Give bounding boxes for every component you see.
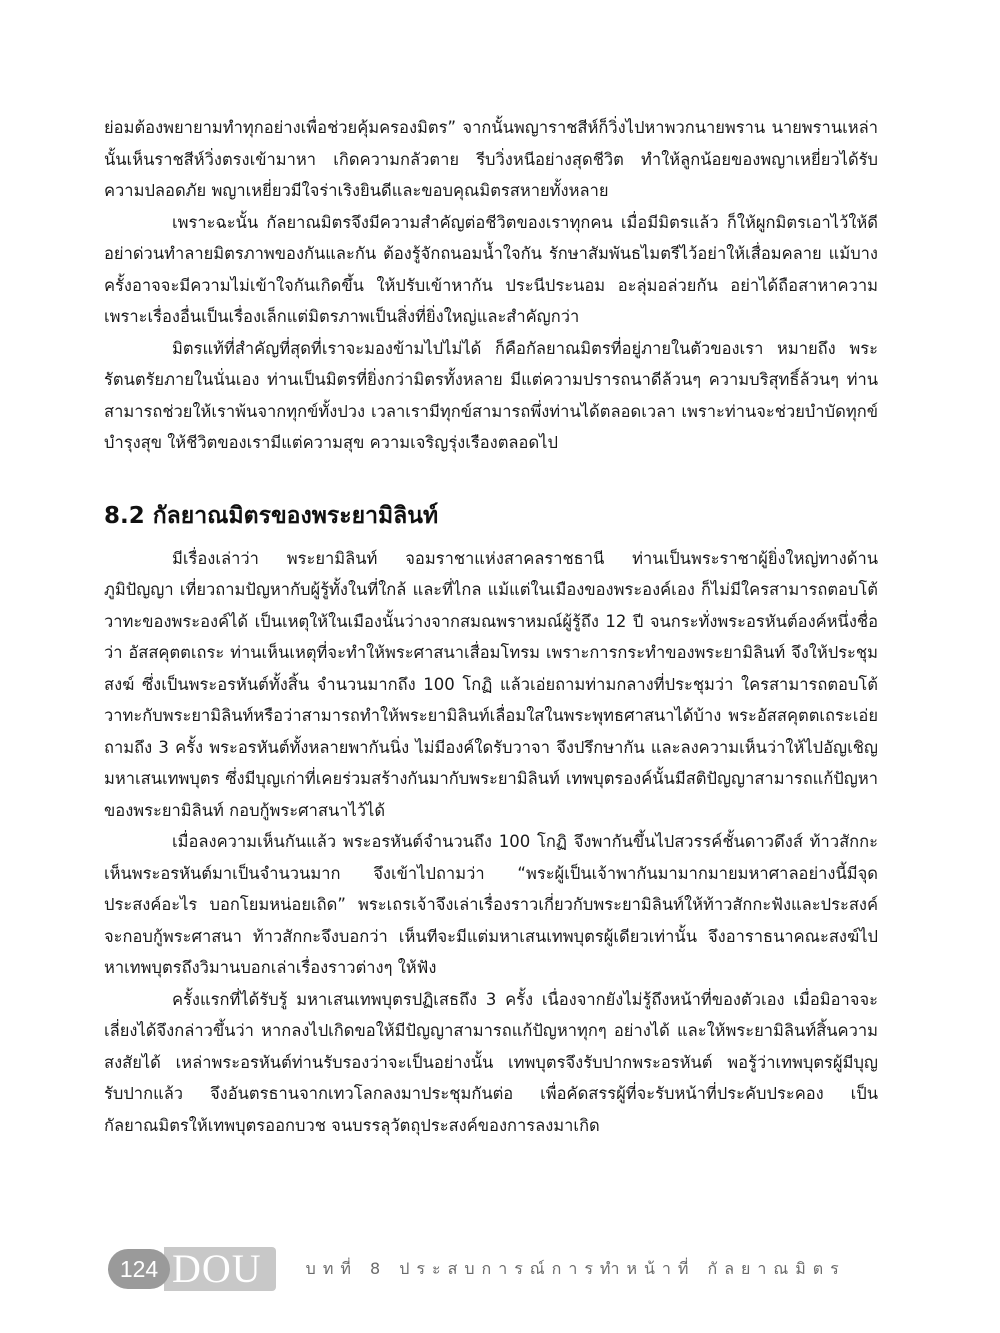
paragraph-group-bottom bbox=[104, 543, 878, 1142]
paragraph: มีเรื่องเล่าว่า พระยามิลินท์ จอมราชาแห่งสาคลราชธานี ท่านเป็นพระราชาผู้ยิ่งใหญ่ทางด้านภูมิปัญญา เที่ยวถามปัญหากับผู้รู้ทั้งในที่ใกล้ และที่ไกล แม้แต่ในเมืองของพระองค์เอง ก็ไม่มีใครสามารถตอบโต้วาทะของพระองค์ได้ เป็นเหตุให้ในเมืองนั้นว่างจากสมณพราหมณ์ผู้รู้ถึง 12 ปี จนกระทั่งพระอรหันต์องค์หนึ่งชื่อว่า อัสสคุตตเถระ ท่านเห็นเหตุที่จะทำให้พระศาสนาเสื่อมโทรม เพราะการกระทำของพระยามิลินท์ จึงให้ประชุมสงฆ์ ซึ่งเป็นพระอรหันต์ทั้งสิ้น จำนวนมากถึง 100 โกฏิ แล้วเอ่ยถามท่ามกลางที่ประชุมว่า ใครสามารถตอบโต้วาทะกับพระยามิลินท์หรือว่าสามารถทำให้พระยามิลินท์เลื่อมใสในพระพุทธศาสนาได้บ้าง พระอัสสคุตตเถระเอ่ยถามถึง 3 ครั้ง พระอรหันต์ทั้งหลายพากันนิ่ง ไม่มีองค์ใดรับวาจา จึงปรึกษากัน และลงความเห็นว่าให้ไปอัญเชิญมหาเสนเทพบุตร ซึ่งมีบุญเก่าที่เคยร่วมสร้างกันมากับพระยามิลินท์ เทพบุตรองค์นั้นมีสติปัญญาสามารถแก้ปัญหาของพระยามิลินท์ กอบกู้พระศาสนาไว้ได้ bbox=[104, 548, 878, 820]
page-footer bbox=[108, 1243, 888, 1295]
paragraph: ย่อมต้องพยายามทำทุกอย่างเพื่อช่วยคุ้มครองมิตร” จากนั้นพญาราชสีห์ก็วิ่งไปหาพวกนายพราน นายพรานเหล่านั้นเห็นราชสีห์วิ่งตรงเข้ามาหา เกิดความกลัวตาย รีบวิ่งหนีอย่างสุดชีวิต ทำให้ลูกน้อยของพญาเหยี่ยวได้รับความปลอดภัย พญาเหยี่ยวมีใจร่าเริงยินดีและขอบคุณมิตรสหายทั้งหลาย bbox=[104, 118, 878, 200]
section-heading: 8.2 กัลยาณมิตรของพระยามิลินท์ bbox=[104, 502, 439, 529]
page-body bbox=[104, 112, 878, 1141]
paragraph: เพราะฉะนั้น กัลยาณมิตรจึงมีความสำคัญต่อชีวิตของเราทุกคน เมื่อมีมิตรแล้ว ก็ให้ผูกมิตรเอาไว้ให้ดี อย่าด่วนทำลายมิตรภาพของกันและกัน ต้องรู้จักถนอมน้ำใจกัน รักษาสัมพันธไมตรีไว้อย่าให้เสื่อมคลาย แม้บางครั้งอาจจะมีความไม่เข้าใจกันเกิดขึ้น ให้ปรับเข้าหากัน ประนีประนอม อะลุ่มอล่วยกัน อย่าได้ถือสาหาความ เพราะเรื่องอื่นเป็นเรื่องเล็กแต่มิตรภาพเป็นสิ่งที่ยิ่งใหญ่และสำคัญกว่า bbox=[104, 212, 878, 326]
paragraph-group-top bbox=[104, 112, 878, 459]
dou-logo: DOU bbox=[164, 1247, 276, 1291]
paragraph: ครั้งแรกที่ได้รับรู้ มหาเสนเทพบุตรปฏิเสธถึง 3 ครั้ง เนื่องจากยังไม่รู้ถึงหน้าที่ของตัวเอง เมื่อมิอาจจะเลี่ยงได้จึงกล่าวขึ้นว่า หากลงไปเกิดขอให้มีปัญญาสามารถแก้ปัญหาทุกๆ อย่างได้ และให้พระยามิลินท์สิ้นความสงสัยได้ เหล่าพระอรหันต์ท่านรับรองว่าจะเป็นอย่างนั้น เทพบุตรจึงรับปากพระอรหันต์ พอรู้ว่าเทพบุตรผู้มีบุญรับปากแล้ว จึงอันตรธานจากเทวโลกลงมาประชุมกันต่อ เพื่อคัดสรรผู้ที่จะรับหน้าที่ประคับประคอง เป็นกัลยาณมิตรให้เทพบุตรออกบวช จนบรรลุวัตถุประสงค์ของการลงมาเกิด bbox=[104, 989, 878, 1135]
paragraph: เมื่อลงความเห็นกันแล้ว พระอรหันต์จำนวนถึง 100 โกฏิ จึงพากันขึ้นไปสวรรค์ชั้นดาวดึงส์ ท้าวสักกะเห็นพระอรหันต์มาเป็นจำนวนมาก จึงเข้าไปถามว่า “พระผู้เป็นเจ้าพากันมามากมายมหาศาลอย่างนี้มีจุดประสงค์อะไร บอกโยมหน่อยเถิด” พระเถรเจ้าจึงเล่าเรื่องราวเกี่ยวกับพระยามิลินท์ให้ท้าวสักกะฟังและประสงค์จะกอบกู้พระศาสนา ท้าวสักกะจึงบอกว่า เห็นทีจะมีแต่มหาเสนเทพบุตรผู้เดียวเท่านั้น จึงอาราธนาคณะสงฆ์ไปหาเทพบุตรถึงวิมานบอกเล่าเรื่องราวต่างๆ ให้ฟัง bbox=[104, 832, 878, 977]
page-number: 124 bbox=[108, 1249, 170, 1289]
chapter-title: บทที่ 8 ประสบการณ์การทำหน้าที่ กัลยาณมิตร bbox=[305, 1258, 846, 1278]
paragraph: มิตรแท้ที่สำคัญที่สุดที่เราจะมองข้ามไปไม่ได้ ก็คือกัลยาณมิตรที่อยู่ภายในตัวของเรา หมายถึง พระรัตนตรัยภายในนั่นเอง ท่านเป็นมิตรที่ยิ่งกว่ามิตรทั้งหลาย มีแต่ความปรารถนาดีล้วนๆ ความบริสุทธิ์ล้วนๆ ท่านสามารถช่วยให้เราพ้นจากทุกข์ทั้งปวง เวลาเรามีทุกข์สามารถพึ่งท่านได้ตลอดเวลา เพราะท่านจะช่วยบำบัดทุกข์บำรุงสุข ให้ชีวิตของเรามีแต่ความสุข ความเจริญรุ่งเรืองตลอดไป bbox=[104, 338, 878, 452]
footer-badge bbox=[108, 1247, 276, 1291]
